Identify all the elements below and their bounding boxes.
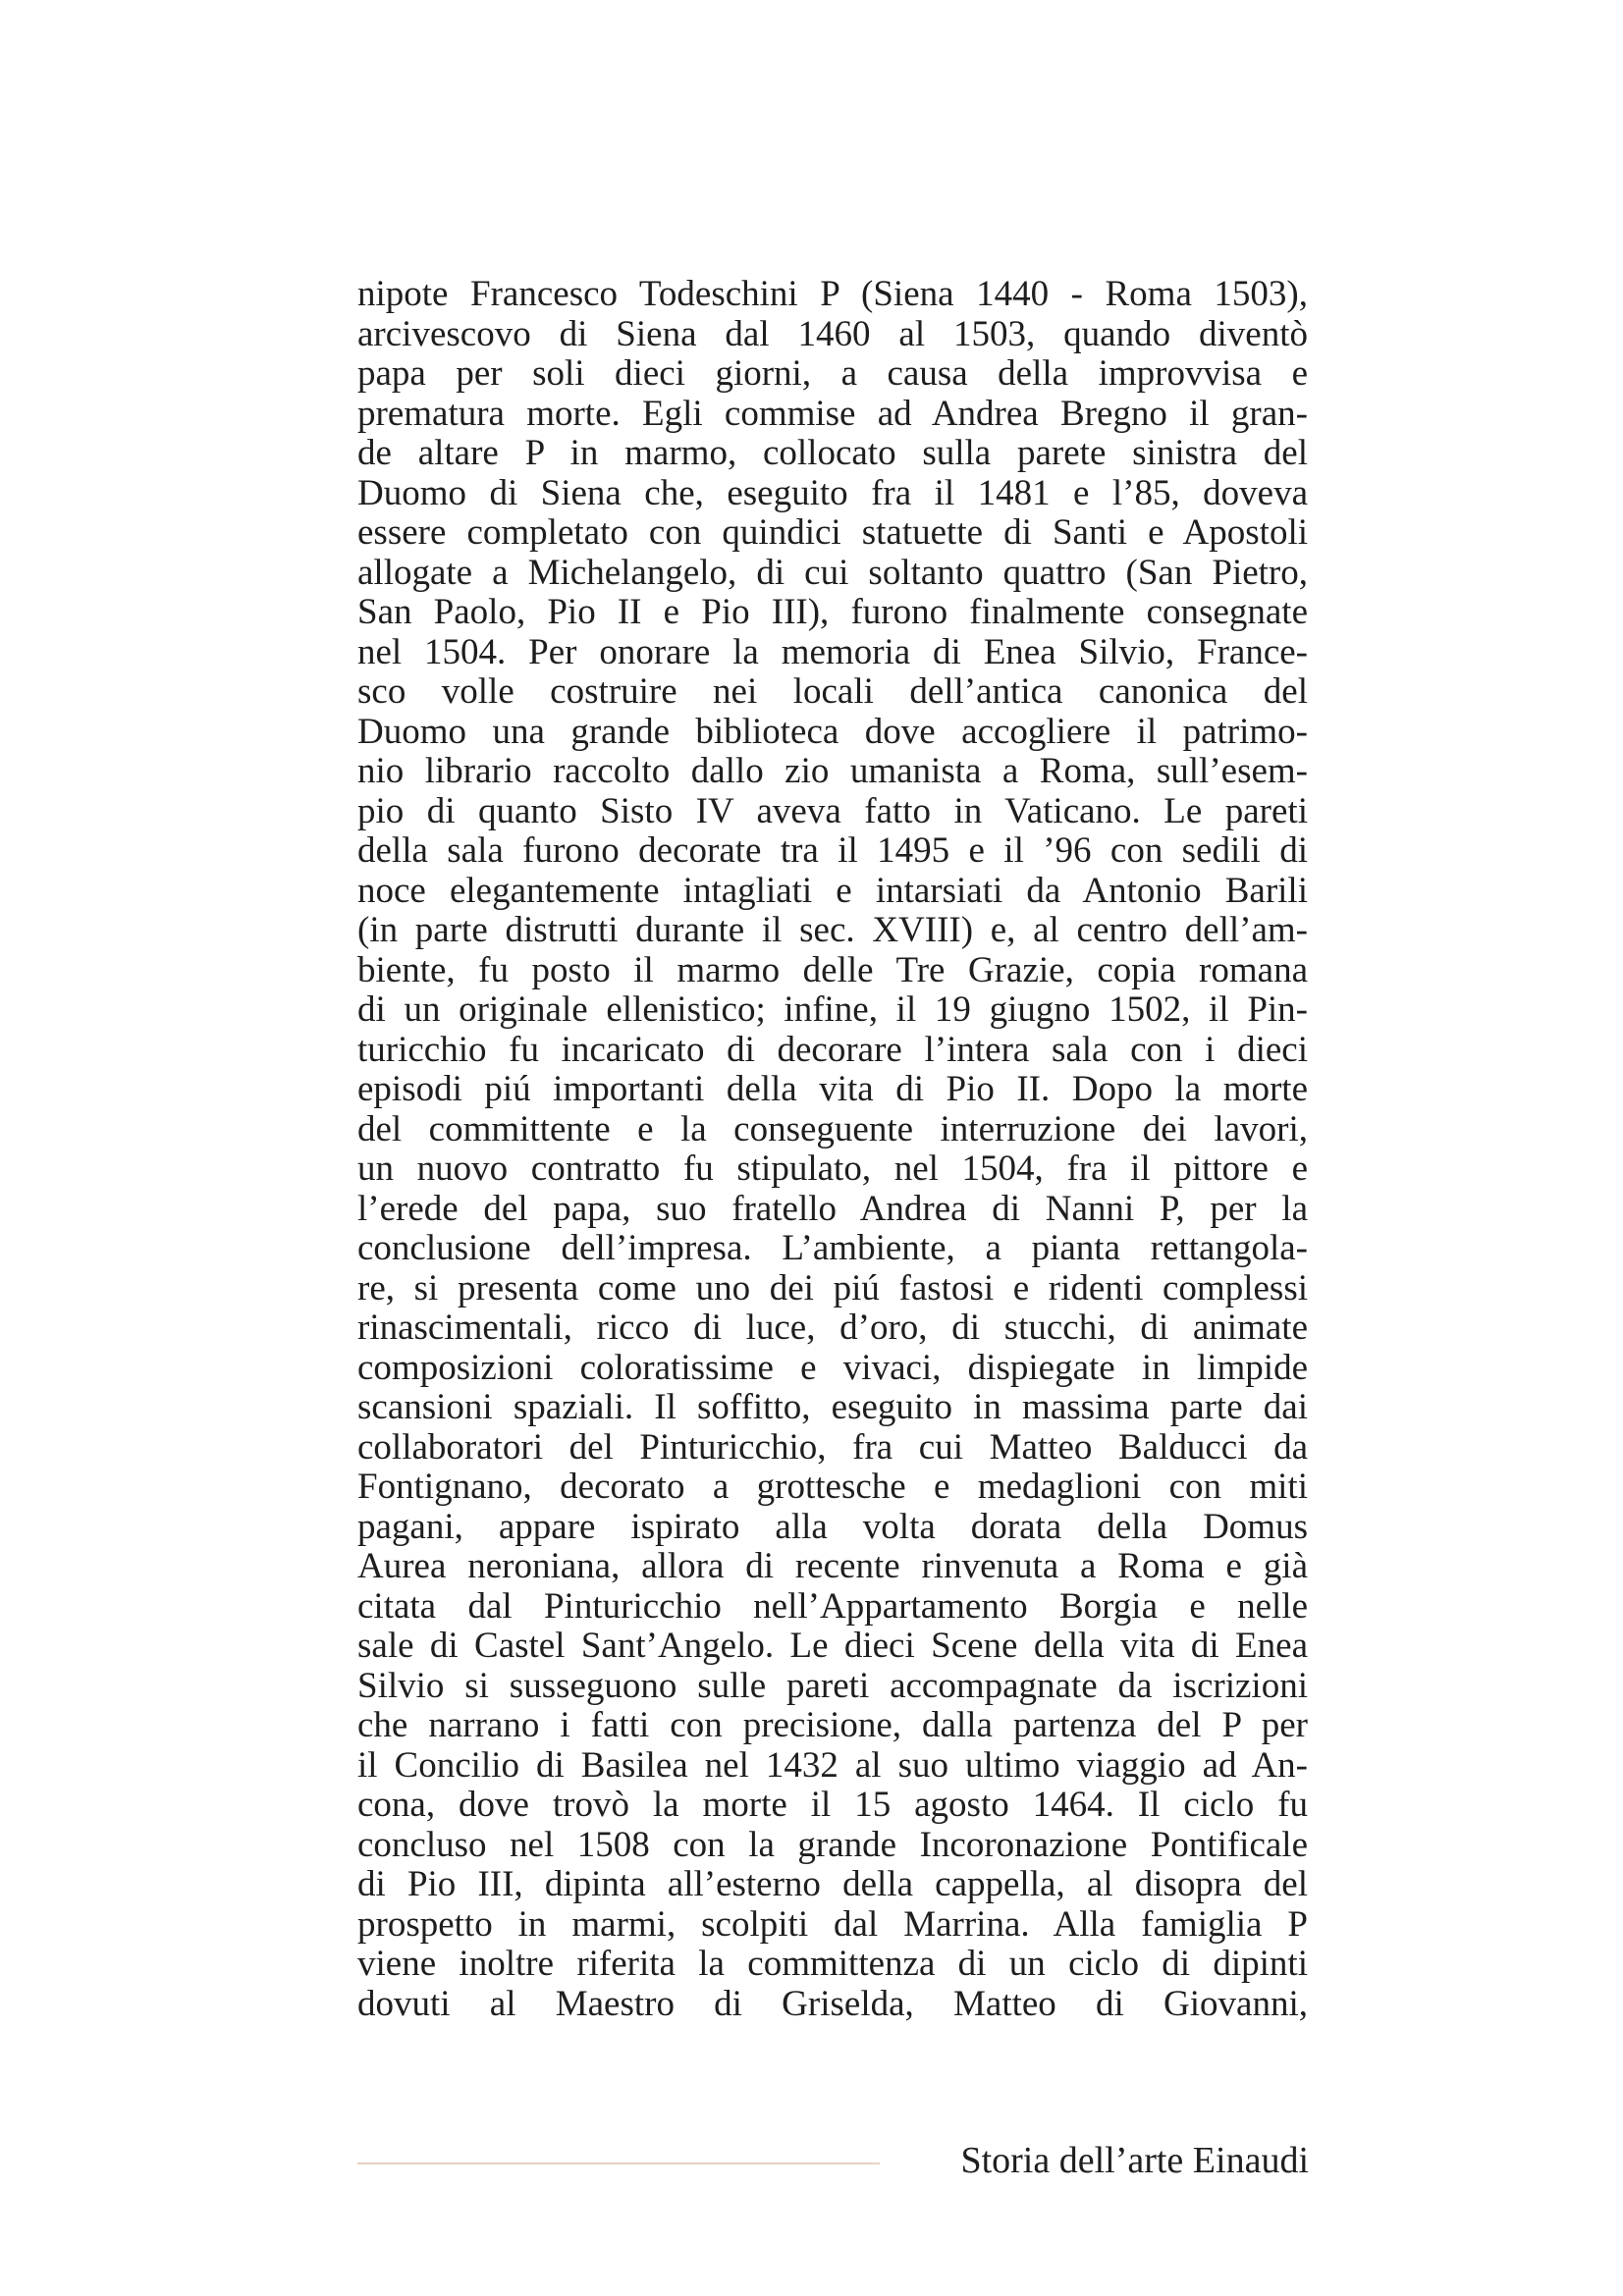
text-line: collaboratori del Pinturicchio, fra cui Matteo Balducci da [357,1427,1308,1468]
footer-divider [357,2163,880,2164]
text-line: citata dal Pinturicchio nell’Appartamento Borgia e nelle [357,1586,1308,1627]
text-line: di Pio III, dipinta all’esterno della cappella, al disopra del [357,1865,1308,1904]
text-line: il Concilio di Basilea nel 1432 al suo ultimo viaggio ad An- [357,1745,1308,1786]
text-line: nio librario raccolto dallo zio umanista a Roma, sull’esem- [357,752,1308,791]
text-line: rinascimentali, ricco di luce, d’oro, di stucchi, di animate [357,1308,1308,1348]
text-line: cona, dove trovò la morte il 15 agosto 1464. Il ciclo fu [357,1786,1308,1825]
text-line: Duomo di Siena che, eseguito fra il 1481 e l’85, doveva [357,473,1308,513]
text-line: l’erede del papa, suo fratello Andrea di Nanni P, per la [357,1189,1308,1229]
text-line: prospetto in marmi, scolpiti dal Marrina. Alla famiglia P [357,1904,1308,1945]
text-line: del committente e la conseguente interruzione dei lavori, [357,1109,1308,1149]
text-line: biente, fu posto il marmo delle Tre Grazie, copia romana [357,950,1308,990]
text-line: della sala furono decorate tra il 1495 e il ’96 con sedili di [357,831,1308,871]
text-line: un nuovo contratto fu stipulato, nel 1504, fra il pittore e [357,1149,1308,1189]
text-line: scansioni spaziali. Il soffitto, eseguito in massima parte dai [357,1388,1308,1427]
text-line: turicchio fu incaricato di decorare l’intera sala con i dieci [357,1030,1308,1070]
text-line: composizioni coloratissime e vivaci, dispiegate in limpide [357,1348,1308,1388]
text-line: papa per soli dieci giorni, a causa della improvvisa e [357,354,1308,394]
text-line: Silvio si susseguono sulle pareti accompagnate da iscrizioni [357,1666,1308,1706]
text-line: che narrano i fatti con precisione, dalla partenza del P per [357,1706,1308,1745]
text-line: nipote Francesco Todeschini P (Siena 1440 - Roma 1503), [357,275,1308,314]
text-line: re, si presenta come uno dei piú fastosi e ridenti complessi [357,1268,1308,1308]
text-line: allogate a Michelangelo, di cui soltanto quattro (San Pietro, [357,553,1308,593]
text-line: concluso nel 1508 con la grande Incoronazione Pontificale [357,1825,1308,1865]
text-line: prematura morte. Egli commise ad Andrea Bregno il gran- [357,394,1308,434]
text-line: di un originale ellenistico; infine, il 19 giugno 1502, il Pin- [357,990,1308,1030]
text-line: sco volle costruire nei locali dell’antica canonica del [357,672,1308,712]
text-line: arcivescovo di Siena dal 1460 al 1503, quando diventò [357,314,1308,354]
text-line: viene inoltre riferita la committenza di un ciclo di dipinti [357,1945,1308,1984]
text-line: conclusione dell’impresa. L’ambiente, a pianta rettangola- [357,1229,1308,1268]
text-line: nel 1504. Per onorare la memoria di Enea Silvio, France- [357,632,1308,672]
text-line: essere completato con quindici statuette di Santi e Apostoli [357,513,1308,553]
footer-series-title: Storia dell’arte Einaudi [960,2140,1309,2181]
text-line: de altare P in marmo, collocato sulla parete sinistra del [357,434,1308,473]
text-line: San Paolo, Pio II e Pio III), furono finalmente consegnate [357,593,1308,632]
text-line: Aurea neroniana, allora di recente rinvenuta a Roma e già [357,1547,1308,1586]
text-line: noce elegantemente intagliati e intarsiati da Antonio Barili [357,871,1308,911]
text-line: (in parte distrutti durante il sec. XVIII) e, al centro dell’am- [357,911,1308,950]
text-line: episodi piú importanti della vita di Pio II. Dopo la morte [357,1070,1308,1109]
text-line: pio di quanto Sisto IV aveva fatto in Vaticano. Le pareti [357,791,1308,831]
text-line: Duomo una grande biblioteca dove accogliere il patrimo- [357,712,1308,752]
text-line: Fontignano, decorato a grottesche e medaglioni con miti [357,1468,1308,1507]
text-line: sale di Castel Sant’Angelo. Le dieci Scene della vita di Enea [357,1627,1308,1666]
text-line: dovuti al Maestro di Griselda, Matteo di Giovanni, [357,1984,1308,2024]
text-line: pagani, appare ispirato alla volta dorata della Domus [357,1507,1308,1547]
body-text [357,275,1308,2024]
